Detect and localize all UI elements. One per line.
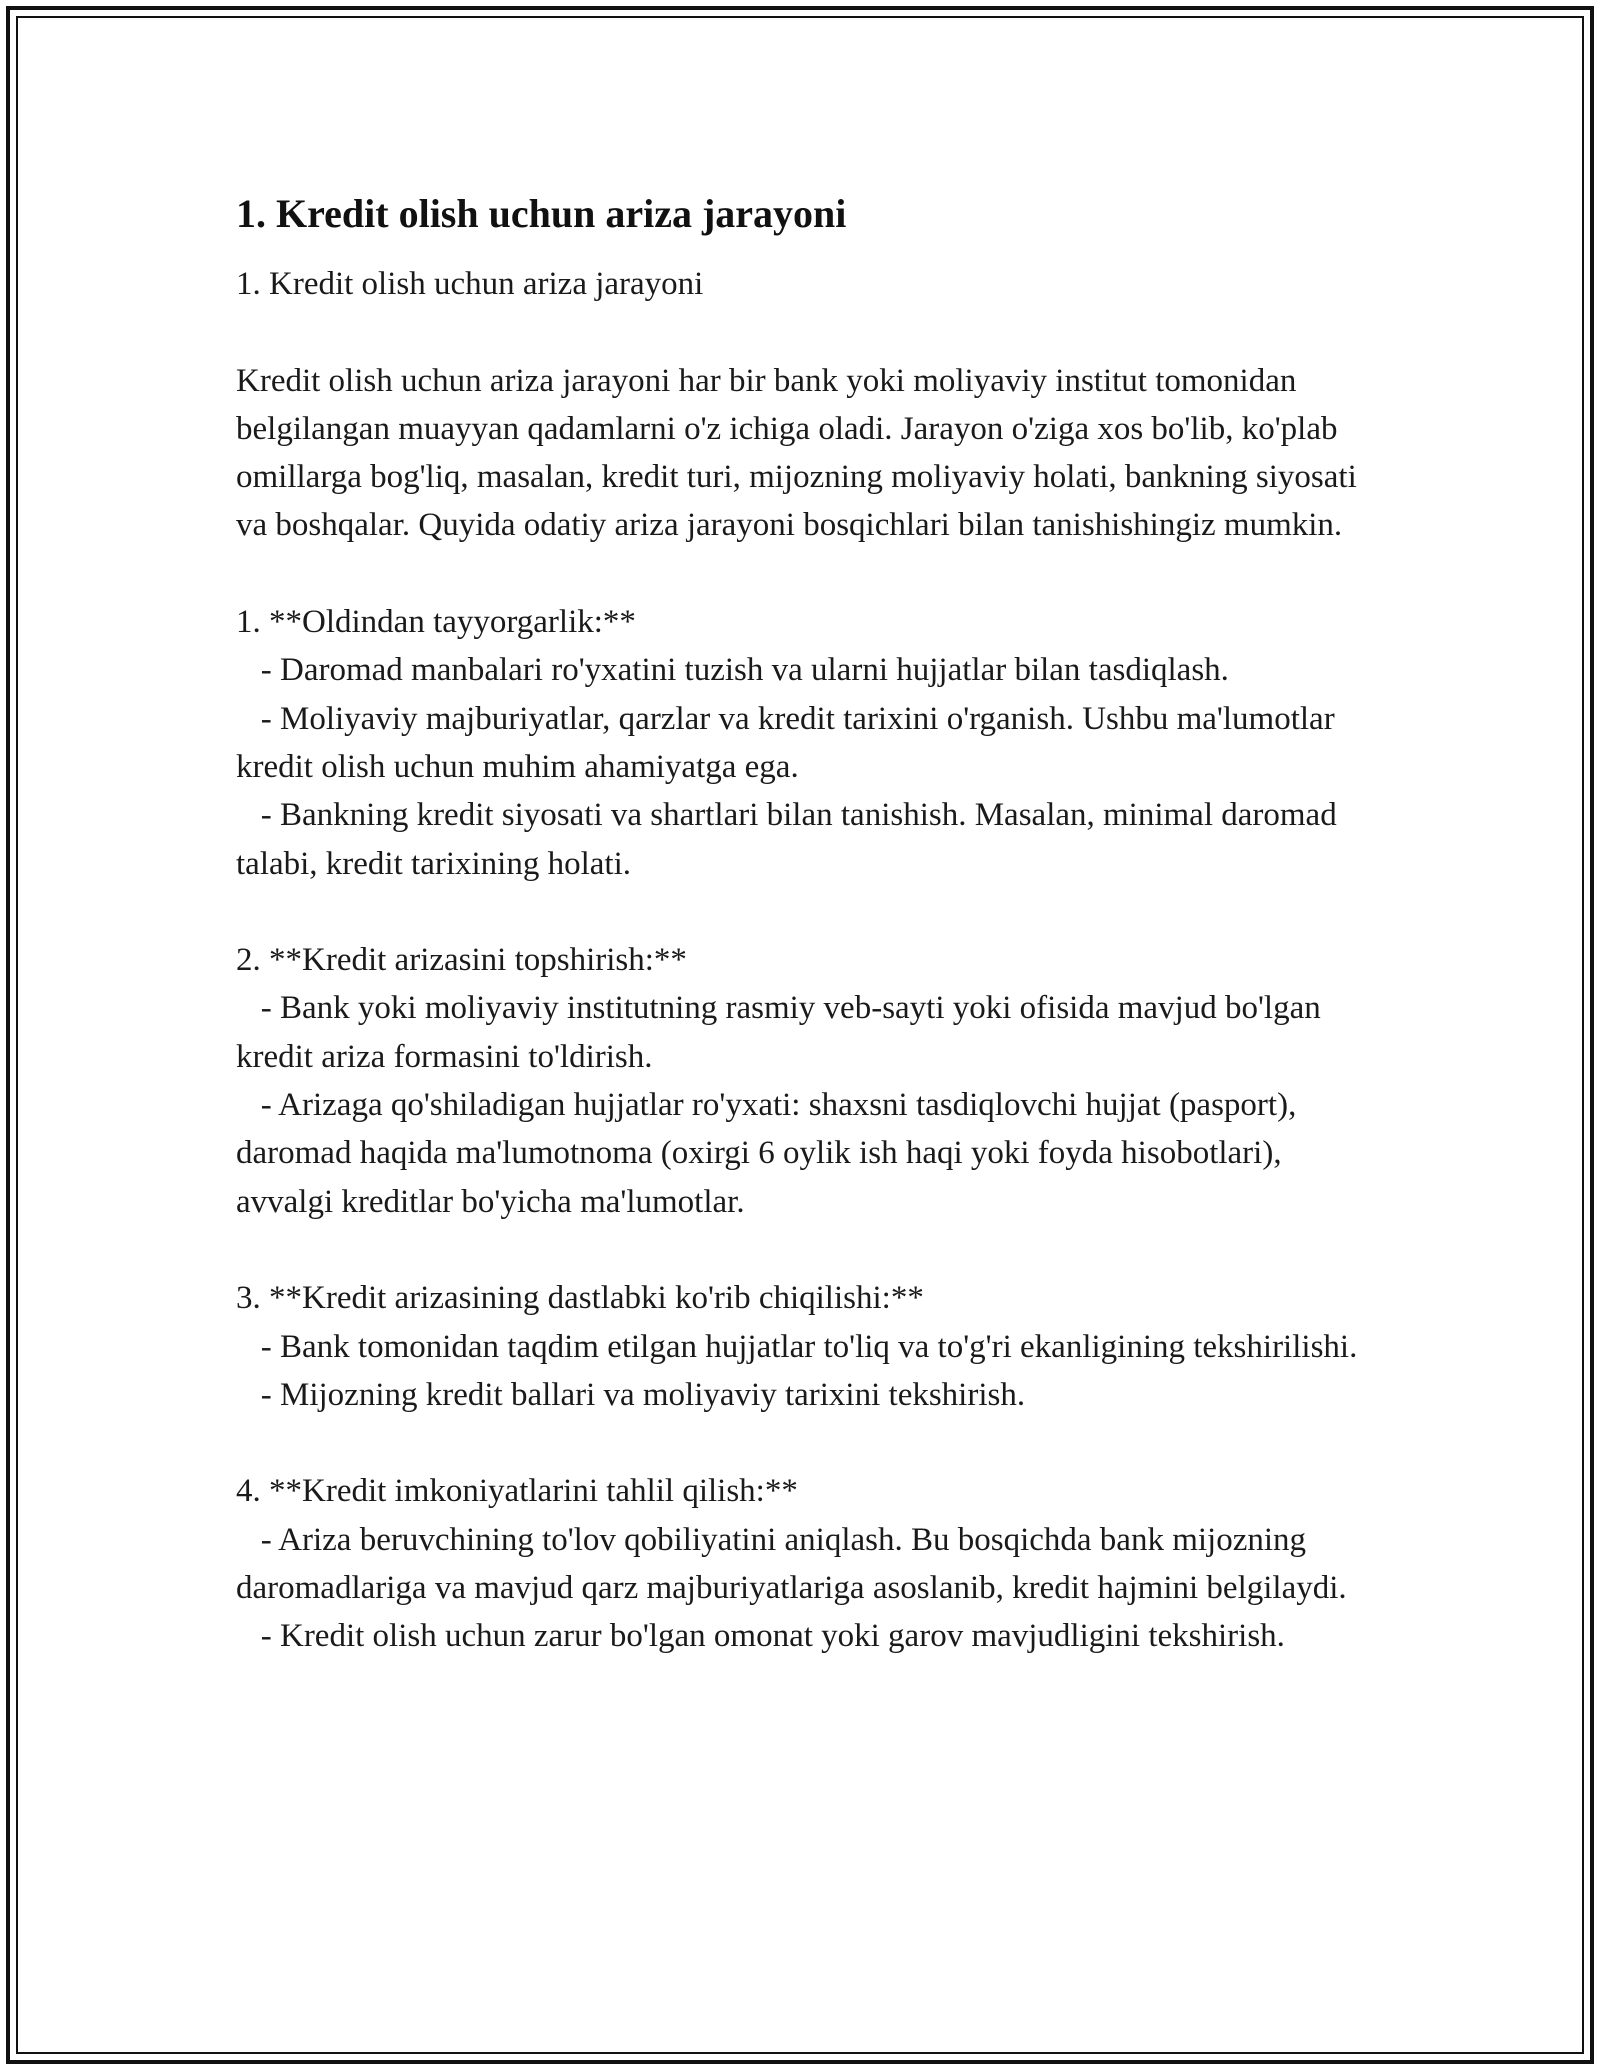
section-item: - Kredit olish uchun zarur bo'lgan omonat yoki garov mavjudligini tekshirish. xyxy=(236,1618,1285,1655)
document-body xyxy=(236,186,1366,1661)
section-heading: 4. **Kredit imkoniyatlarini tahlil qilish:** xyxy=(236,1473,798,1510)
section-3 xyxy=(236,1274,1366,1419)
section-1 xyxy=(236,598,1366,888)
document-subtitle: 1. Kredit olish uchun ariza jarayoni xyxy=(236,266,704,302)
intro-paragraph: Kredit olish uchun ariza jarayoni har bir bank yoki moliyaviy institut tomonidan belgilangan muayyan qadamlarni o'z ichiga oladi. Jarayon o'ziga xos bo'lib, ko'plab omillarga bog'liq, masalan, kredit turi, mijozning moliyaviy holati, bankning siyosati va boshqalar. Quyida odatiy ariza jarayoni bosqichlari bilan tanishishingiz mumkin. xyxy=(236,362,1366,544)
document-title: 1. Kredit olish uchun ariza jarayoni xyxy=(236,191,847,236)
paragraph-gap xyxy=(236,1419,1366,1467)
section-item: - Moliyaviy majburiyatlar, qarzlar va kredit tarixini o'rganish. Ushbu ma'lumotlar kredit olish uchun muhim ahamiyatga ega. xyxy=(236,700,1343,785)
section-item: - Bank yoki moliyaviy institutning rasmiy veb-sayti yoki ofisida mavjud bo'lgan kredit ariza formasini to'ldirish. xyxy=(236,990,1329,1075)
paragraph-gap xyxy=(236,550,1366,598)
section-heading: 3. **Kredit arizasining dastlabki ko'rib chiqilishi:** xyxy=(236,1280,924,1317)
section-item: - Mijozning kredit ballari va moliyaviy tarixini tekshirish. xyxy=(236,1376,1026,1413)
section-item: - Arizaga qo'shiladigan hujjatlar ro'yxati: shaxsni tasdiqlovchi hujjat (pasport), daromad haqida ma'lumotnoma (oxirgi 6 oylik ish haqi yoki foyda hisobotlari), avvalgi kreditlar bo'yicha ma'lumotlar. xyxy=(236,1087,1305,1220)
section-item: - Bank tomonidan taqdim etilgan hujjatlar to'liq va to'g'ri ekanligining tekshirilishi. xyxy=(236,1328,1358,1365)
section-item: - Bankning kredit siyosati va shartlari bilan tanishish. Masalan, minimal daromad talabi, kredit tarixining holati. xyxy=(236,797,1345,882)
section-heading: 2. **Kredit arizasini topshirish:** xyxy=(236,942,687,979)
section-heading: 1. **Oldindan tayyorgarlik:** xyxy=(236,604,636,641)
section-2 xyxy=(236,936,1366,1226)
paragraph-gap xyxy=(236,1226,1366,1274)
paragraph-gap xyxy=(236,888,1366,936)
section-item: - Daromad manbalari ro'yxatini tuzish va ularni hujjatlar bilan tasdiqlash. xyxy=(236,652,1229,689)
section-item: - Ariza beruvchining to'lov qobiliyatini aniqlash. Bu bosqichda bank mijozning daromadlariga va mavjud qarz majburiyatlariga asoslanib, kredit hajmini belgilaydi. xyxy=(236,1521,1347,1607)
paragraph-gap xyxy=(236,308,1366,356)
section-4 xyxy=(236,1467,1366,1660)
